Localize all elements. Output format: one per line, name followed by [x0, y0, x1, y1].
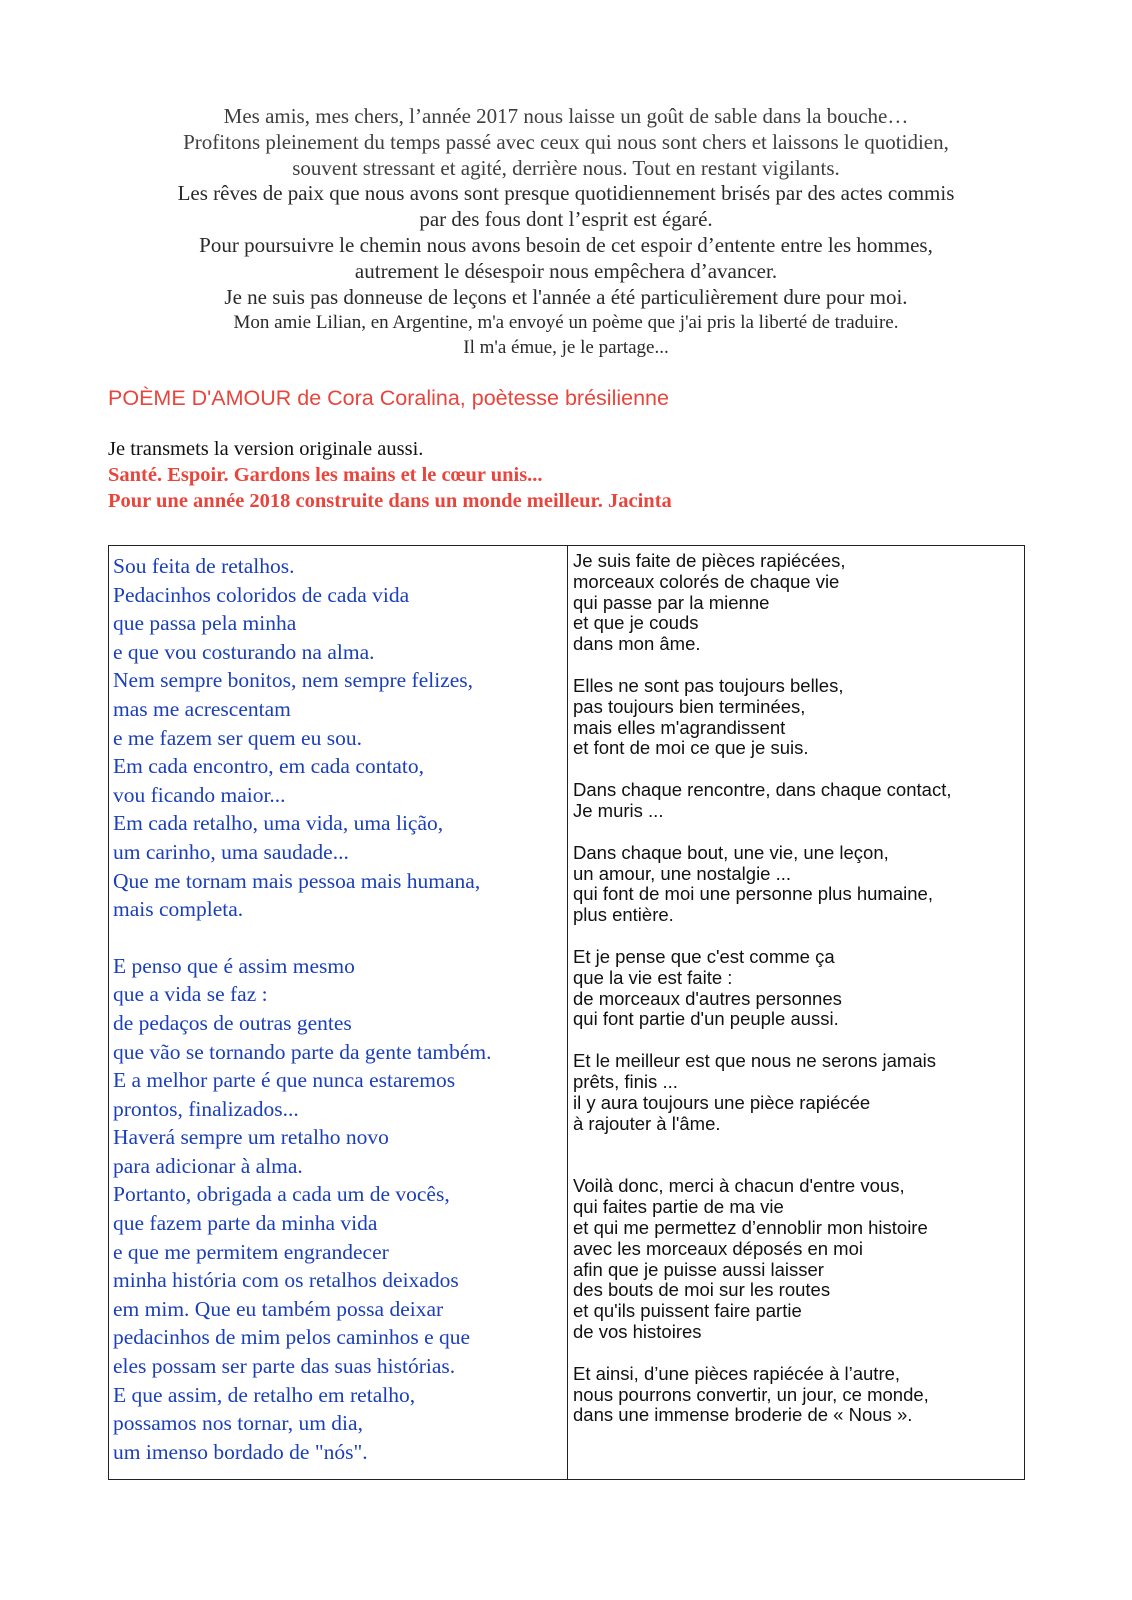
- pt-verse: vou ficando maior...: [113, 782, 286, 807]
- stanza-gap: [573, 822, 1018, 843]
- fr-verse: dans mon âme.: [573, 633, 701, 655]
- note-original-version: Je transmets la version originale aussi.: [108, 438, 424, 460]
- pt-verse: e me fazem ser quem eu sou.: [113, 725, 362, 750]
- fr-verse: pas toujours bien terminées,: [573, 695, 806, 717]
- fr-verse: que la vie est faite :: [573, 966, 733, 988]
- fr-verse: Et ainsi, d’une pièces rapiécée à l’autre,: [573, 1362, 901, 1384]
- pt-verse: minha história com os retalhos deixados: [113, 1268, 459, 1293]
- fr-verse: afin que je puisse aussi laisser: [573, 1258, 824, 1280]
- stanza-gap: [573, 926, 1018, 947]
- fr-verse: qui font partie d'un peuple aussi.: [573, 1008, 839, 1030]
- intro-line: Pour poursuivre le chemin nous avons besoin de cet espoir d’entente entre les hommes,: [199, 232, 933, 257]
- pt-verse: e que vou costurando na alma.: [113, 639, 375, 664]
- translator-note: [108, 436, 672, 514]
- fr-verse: et font de moi ce que je suis.: [573, 737, 809, 759]
- french-column: [573, 551, 1018, 1426]
- intro-line: Mon amie Lilian, en Argentine, m'a envoyé un poème que j'ai pris la liberté de traduire.: [233, 312, 899, 334]
- fr-verse: Je muris ...: [573, 799, 664, 821]
- note-wishes: Santé. Espoir. Gardons les mains et le cœur unis...: [108, 464, 543, 486]
- fr-verse: il y aura toujours une pièce rapiécée: [573, 1091, 871, 1113]
- intro-line: Il m'a émue, je le partage...: [463, 337, 669, 359]
- pt-verse: mas me acrescentam: [113, 696, 291, 721]
- stanza-gap: [573, 1030, 1018, 1051]
- fr-verse: Je suis faite de pièces rapiécées,: [573, 550, 846, 571]
- pt-verse: um carinho, uma saudade...: [113, 839, 349, 864]
- stanza-gap: [113, 924, 563, 952]
- pt-verse: para adicionar à alma.: [113, 1153, 303, 1178]
- intro-message: [108, 104, 1024, 360]
- intro-line: souvent stressant et agité, derrière nous. Tout en restant vigilants.: [292, 155, 840, 180]
- poem-title: POÈME D'AMOUR de Cora Coralina, poètesse brésilienne: [108, 386, 669, 410]
- pt-verse: um imenso bordado de "nós".: [113, 1439, 368, 1464]
- fr-verse: Voilà donc, merci à chacun d'entre vous,: [573, 1175, 905, 1197]
- pt-verse: possamos nos tornar, um dia,: [113, 1411, 363, 1436]
- fr-verse: Dans chaque bout, une vie, une leçon,: [573, 841, 889, 863]
- fr-verse: Et je pense que c'est comme ça: [573, 945, 835, 967]
- fr-verse: qui faites partie de ma vie: [573, 1196, 784, 1218]
- intro-line: Je ne suis pas donneuse de leçons et l'année a été particulièrement dure pour moi.: [224, 284, 908, 309]
- pt-verse: que fazem parte da minha vida: [113, 1211, 378, 1236]
- pt-verse: eles possam ser parte das suas histórias.: [113, 1354, 456, 1379]
- pt-verse: de pedaços de outras gentes: [113, 1010, 352, 1035]
- pt-verse: E a melhor parte é que nunca estaremos: [113, 1068, 456, 1093]
- fr-verse: qui font de moi une personne plus humaine,: [573, 883, 933, 905]
- fr-verse: de vos histoires: [573, 1320, 702, 1342]
- fr-verse: plus entière.: [573, 904, 674, 926]
- intro-line: par des fous dont l’esprit est égaré.: [419, 207, 713, 232]
- pt-verse: e que me permitem engrandecer: [113, 1239, 389, 1264]
- fr-verse: mais elles m'agrandissent: [573, 716, 786, 738]
- stanza-gap: [573, 655, 1018, 676]
- fr-verse: Dans chaque rencontre, dans chaque contact,: [573, 779, 952, 801]
- pt-verse: Em cada retalho, uma vida, uma lição,: [113, 811, 444, 836]
- fr-verse: et que je couds: [573, 612, 699, 634]
- pt-verse: E que assim, de retalho em retalho,: [113, 1382, 416, 1407]
- pt-verse: mais completa.: [113, 897, 244, 922]
- intro-line: autrement le désespoir nous empêchera d’avancer.: [354, 258, 778, 283]
- intro-line: Les rêves de paix que nous avons sont presque quotidiennement brisés par des actes commis: [177, 181, 955, 206]
- fr-verse: de morceaux d'autres personnes: [573, 987, 842, 1009]
- note-signature: Pour une année 2018 construite dans un monde meilleur. Jacinta: [108, 490, 672, 512]
- stanza-gap: [573, 1134, 1018, 1176]
- pt-verse: Em cada encontro, em cada contato,: [113, 754, 425, 779]
- pt-verse: Pedacinhos coloridos de cada vida: [113, 582, 410, 607]
- stanza-gap: [573, 1343, 1018, 1364]
- fr-verse: prêts, finis ...: [573, 1070, 678, 1092]
- intro-line: Mes amis, mes chers, l’année 2017 nous laisse un goût de sable dans la bouche…: [223, 104, 909, 128]
- fr-verse: et qui me permettez d’ennoblir mon histoire: [573, 1216, 928, 1238]
- column-divider: [567, 545, 568, 1480]
- intro-line: Profitons pleinement du temps passé avec ceux qui nous sont chers et laissons le quotidien,: [183, 129, 949, 154]
- fr-verse: des bouts de moi sur les routes: [573, 1279, 831, 1301]
- stanza-gap: [573, 759, 1018, 780]
- pt-verse: em mim. Que eu também possa deixar: [113, 1296, 444, 1321]
- pt-verse: Portanto, obrigada a cada um de vocês,: [113, 1182, 450, 1207]
- pt-verse: que vão se tornando parte da gente também.: [113, 1039, 492, 1064]
- pt-verse: pedacinhos de mim pelos caminhos e que: [113, 1325, 471, 1350]
- pt-verse: Que me tornam mais pessoa mais humana,: [113, 868, 481, 893]
- fr-verse: Elles ne sont pas toujours belles,: [573, 674, 844, 696]
- portuguese-column: [113, 552, 563, 1466]
- fr-verse: Et le meilleur est que nous ne serons jamais: [573, 1050, 936, 1072]
- pt-verse: Haverá sempre um retalho novo: [113, 1125, 389, 1150]
- pt-verse: Sou feita de retalhos.: [113, 554, 295, 578]
- pt-verse: prontos, finalizados...: [113, 1096, 299, 1121]
- pt-verse: E penso que é assim mesmo: [113, 953, 355, 978]
- fr-verse: à rajouter à l'âme.: [573, 1112, 721, 1134]
- fr-verse: morceaux colorés de chaque vie: [573, 570, 840, 592]
- fr-verse: nous pourrons convertir, un jour, ce monde,: [573, 1383, 929, 1405]
- fr-verse: qui passe par la mienne: [573, 591, 770, 613]
- fr-verse: avec les morceaux déposés en moi: [573, 1237, 863, 1259]
- fr-verse: un amour, une nostalgie ...: [573, 862, 792, 884]
- pt-verse: que a vida se faz :: [113, 982, 268, 1007]
- fr-verse: dans une immense broderie de « Nous ».: [573, 1404, 913, 1426]
- pt-verse: Nem sempre bonitos, nem sempre felizes,: [113, 668, 474, 693]
- fr-verse: et qu'ils puissent faire partie: [573, 1300, 802, 1322]
- pt-verse: que passa pela minha: [113, 611, 297, 636]
